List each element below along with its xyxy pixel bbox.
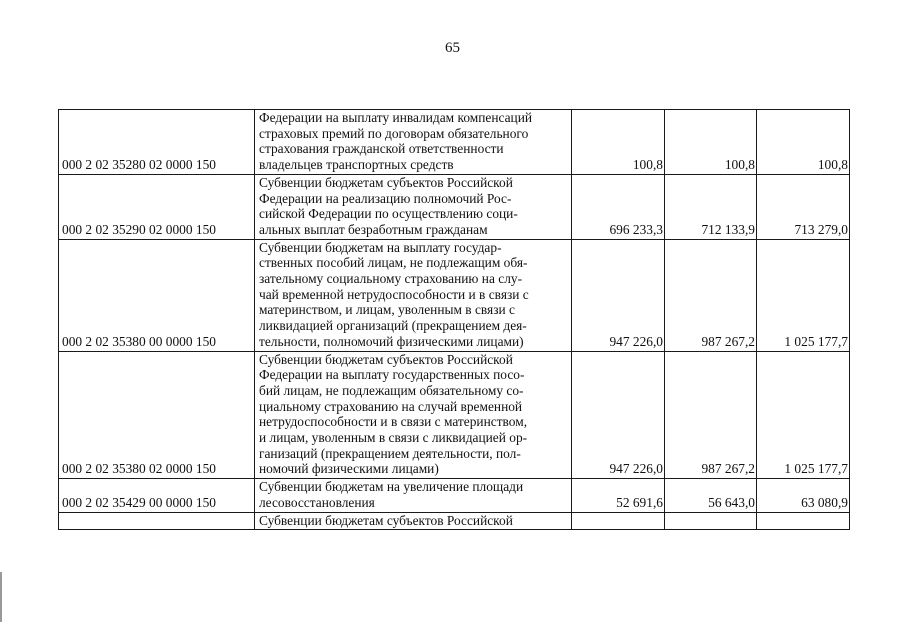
table-row xyxy=(59,351,850,479)
budget-code-cell xyxy=(59,512,255,530)
amount-cell xyxy=(572,512,665,530)
table-row xyxy=(59,512,850,530)
table-row xyxy=(59,174,850,239)
description-cell xyxy=(255,239,572,351)
description-line: ственных пособий лицам, не подлежащим обя- xyxy=(259,255,528,271)
description-line: тельности, полномочий физическими лицами) xyxy=(259,333,524,349)
amount-cell: 712 133,9 xyxy=(665,174,757,239)
budget-code-cell: 000 2 02 35429 00 0000 150 xyxy=(59,479,255,512)
description-line: ликвидацией организаций (прекращением дея- xyxy=(259,318,527,334)
amount-cell: 100,8 xyxy=(665,110,757,175)
amount-cell: 1 025 177,7 xyxy=(757,351,850,479)
description-line: Субвенции бюджетам субъектов Российской xyxy=(259,512,513,528)
budget-code-cell: 000 2 02 35290 02 0000 150 xyxy=(59,174,255,239)
amount-cell: 100,8 xyxy=(572,110,665,175)
description-line: Субвенции бюджетам субъектов Российской xyxy=(259,351,513,367)
budget-code-cell: 000 2 02 35380 00 0000 150 xyxy=(59,239,255,351)
description-line: номочий физическими лицами) xyxy=(259,461,439,477)
amount-cell: 1 025 177,7 xyxy=(757,239,850,351)
description-line: и лицам, уволенным в связи с ликвидацией ор- xyxy=(259,430,528,446)
description-line: Федерации на выплату государственных посо- xyxy=(259,367,525,383)
description-line: Федерации на реализацию полномочий Рос- xyxy=(259,190,512,206)
description-cell xyxy=(255,351,572,479)
description-line: чай временной нетрудоспособности и в связи с xyxy=(259,286,529,302)
amount-cell: 987 267,2 xyxy=(665,351,757,479)
budget-table xyxy=(58,109,850,530)
amount-cell xyxy=(757,512,850,530)
description-line: Федерации на выплату инвалидам компенсаций xyxy=(259,110,533,125)
description-line: циальному страхованию на случай временной xyxy=(259,398,523,414)
amount-cell: 947 226,0 xyxy=(572,351,665,479)
amount-cell: 987 267,2 xyxy=(665,239,757,351)
description-line: Субвенции бюджетам субъектов Российской xyxy=(259,174,513,190)
table-row xyxy=(59,110,850,175)
description-line: ганизаций (прекращением деятельности, пол- xyxy=(259,445,521,461)
description-line: лесовосстановления xyxy=(259,494,375,510)
description-cell xyxy=(255,479,572,512)
budget-code-cell: 000 2 02 35380 02 0000 150 xyxy=(59,351,255,479)
description-line: сийской Федерации по осуществлению соци- xyxy=(259,206,518,222)
description-line: страхования гражданской ответственности xyxy=(259,141,504,157)
amount-cell: 696 233,3 xyxy=(572,174,665,239)
description-line: владельцев транспортных средств xyxy=(259,157,454,173)
description-cell xyxy=(255,174,572,239)
amount-cell: 713 279,0 xyxy=(757,174,850,239)
amount-cell: 947 226,0 xyxy=(572,239,665,351)
description-line: материнством, и лицам, уволенным в связи с xyxy=(259,302,515,318)
budget-code-cell: 000 2 02 35280 02 0000 150 xyxy=(59,110,255,175)
description-line: бий лицам, не подлежащим обязательному со- xyxy=(259,382,524,398)
amount-cell: 52 691,6 xyxy=(572,479,665,512)
amount-cell: 100,8 xyxy=(757,110,850,175)
amount-cell xyxy=(665,512,757,530)
description-line: зательному социальному страхованию на слу- xyxy=(259,271,523,287)
page-number: 65 xyxy=(445,40,460,56)
description-line: Субвенции бюджетам на выплату государ- xyxy=(259,239,502,255)
scan-edge-mark xyxy=(0,572,2,622)
table-row xyxy=(59,479,850,512)
description-line: Субвенции бюджетам на увеличение площади xyxy=(259,479,524,495)
description-cell xyxy=(255,512,572,530)
amount-cell: 56 643,0 xyxy=(665,479,757,512)
table-row xyxy=(59,239,850,351)
description-cell xyxy=(255,110,572,175)
description-line: страховых премий по договорам обязательного xyxy=(259,125,529,141)
description-line: нетрудоспособности и в связи с материнством, xyxy=(259,414,528,430)
amount-cell: 63 080,9 xyxy=(757,479,850,512)
description-line: альных выплат безработным гражданам xyxy=(259,221,488,237)
